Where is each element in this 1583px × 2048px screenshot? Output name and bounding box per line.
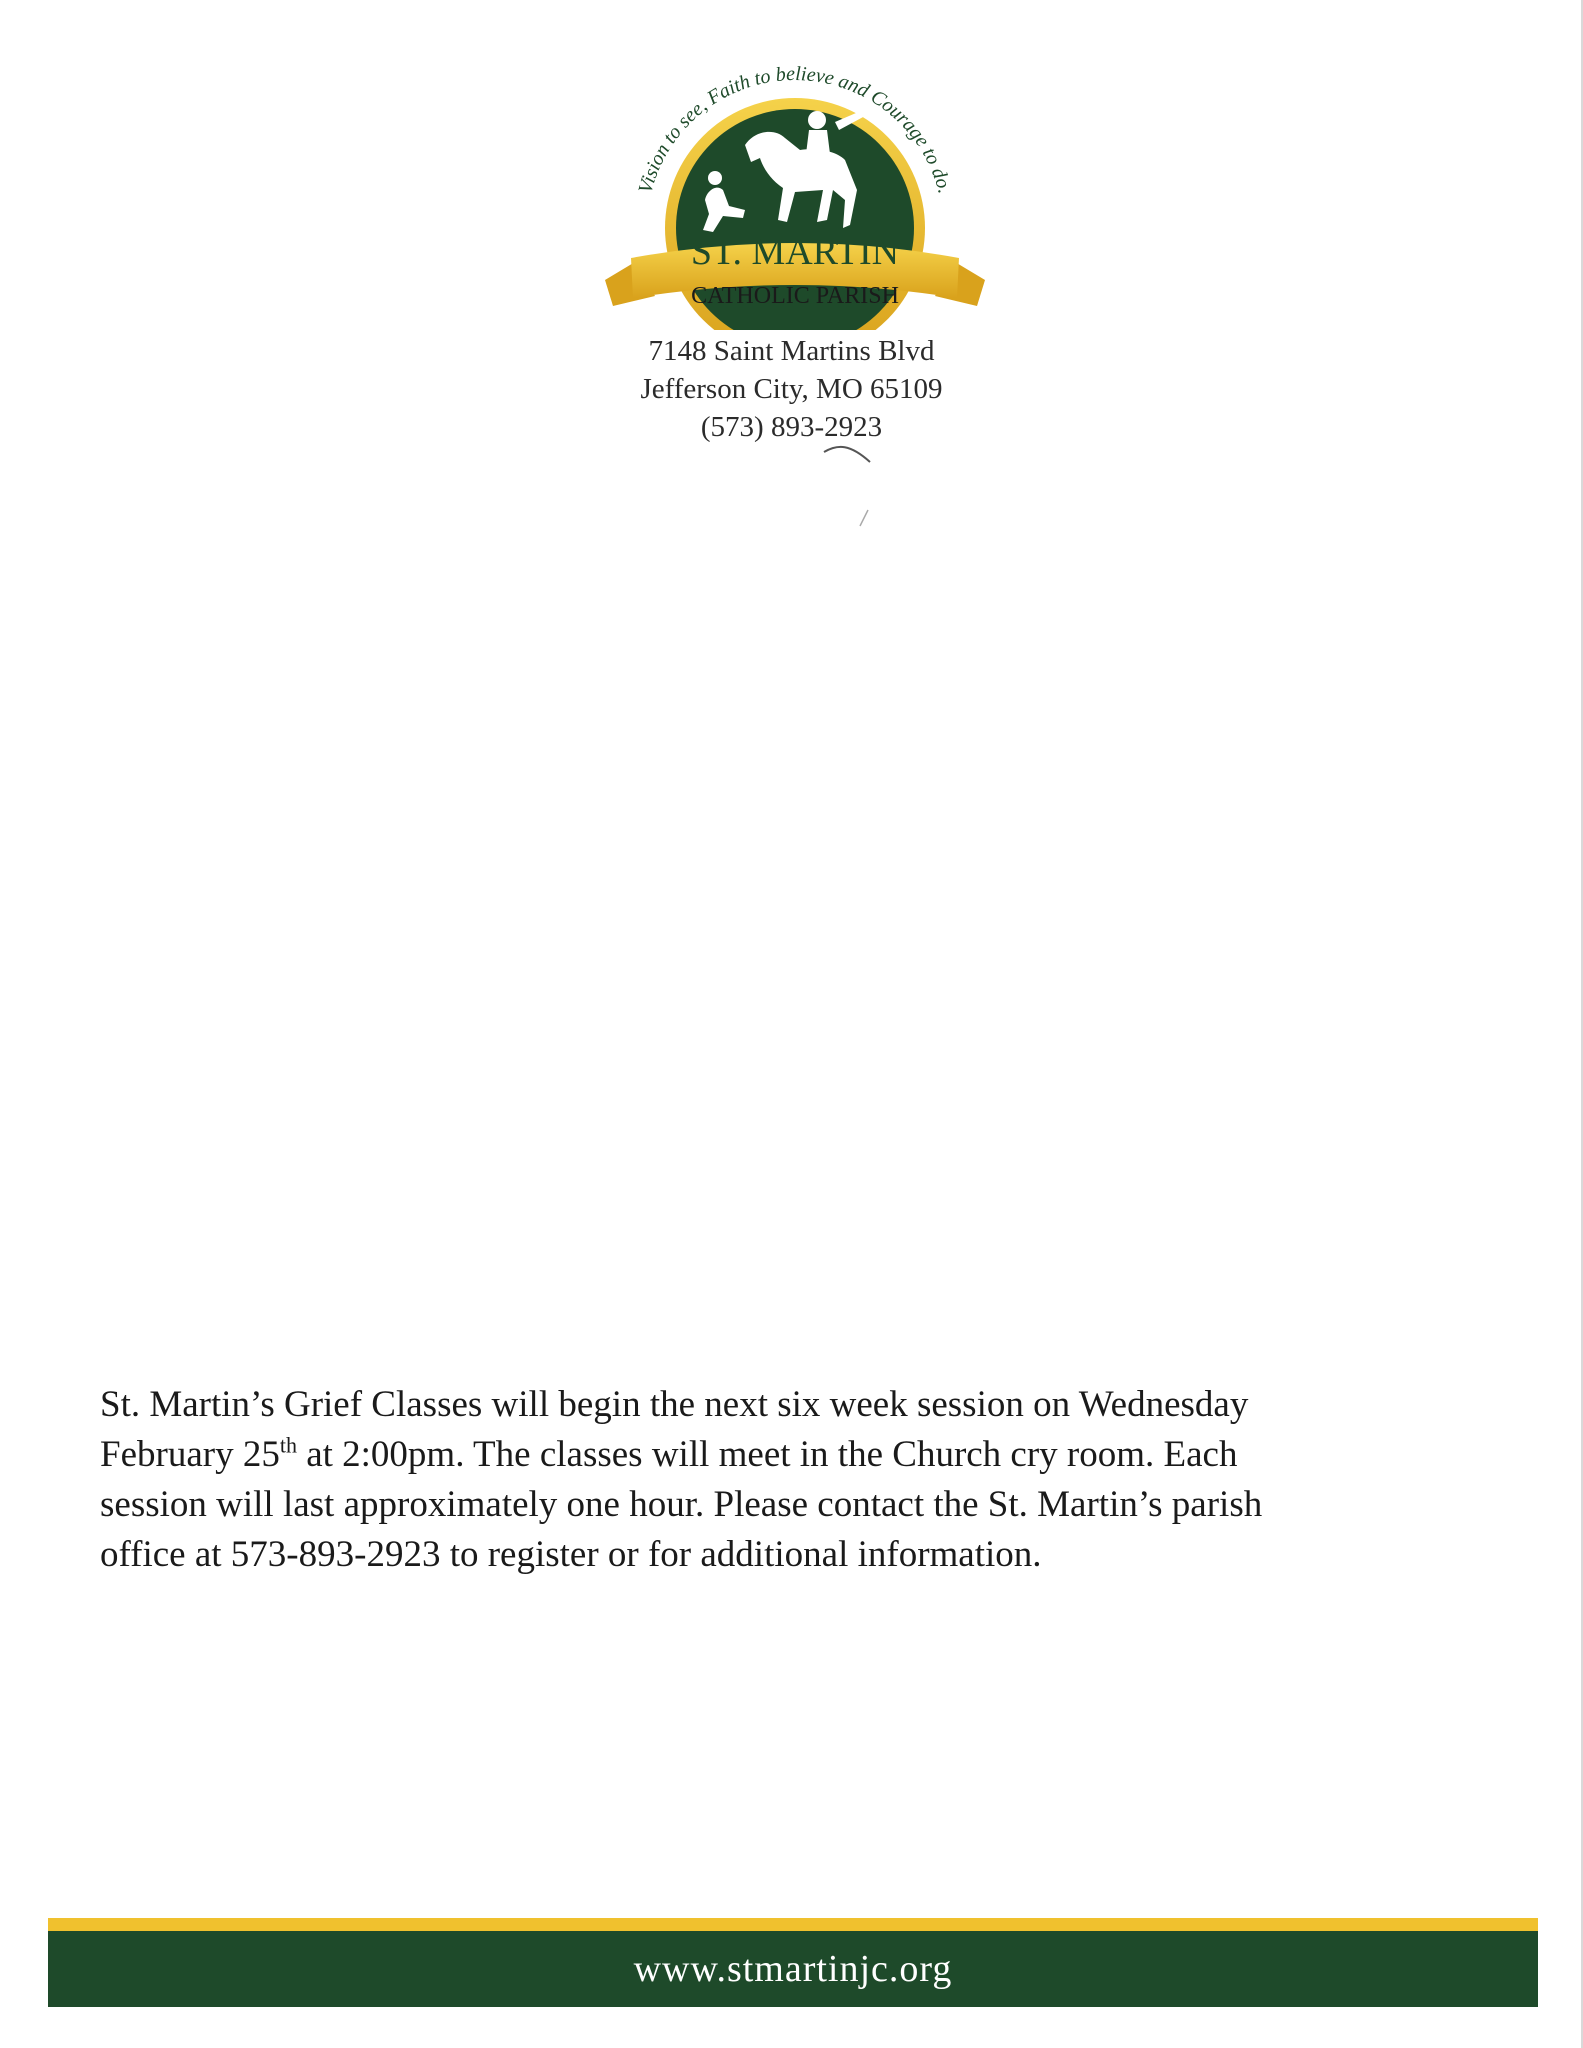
- pen-mark: [820, 440, 880, 540]
- notice-ordinal: th: [279, 1432, 297, 1458]
- grief-classes-notice: [100, 1380, 1350, 1580]
- notice-text-end: at 2:00pm. The classes will meet in the Church cry room. Each session will last approximately one hour. Please contact the St. Martin’s parish office at 573-893-2923 to register or for additional information.: [100, 1434, 1263, 1575]
- address-street: 7148 Saint Martins Blvd: [648, 335, 935, 367]
- parish-logo: [595, 50, 995, 330]
- address-city: Jefferson City, MO 65109: [640, 373, 943, 405]
- logo-name: ST. MARTIN: [690, 231, 900, 273]
- footer-gold-stripe: [48, 1918, 1538, 1931]
- notice-text-start: St. Martin’s Grief Classes will begin the next six week session on Wednesday February 25: [100, 1384, 1249, 1475]
- parish-logo-graphic: [595, 50, 995, 330]
- logo-motto: Vision to see, Faith to believe and Courage to do.: [634, 62, 956, 196]
- logo-subtitle: CATHOLIC PARISH: [691, 283, 899, 309]
- address-phone: (573) 893-2923: [700, 411, 883, 443]
- footer-website-url[interactable]: www.stmartinjc.org: [633, 1948, 953, 1990]
